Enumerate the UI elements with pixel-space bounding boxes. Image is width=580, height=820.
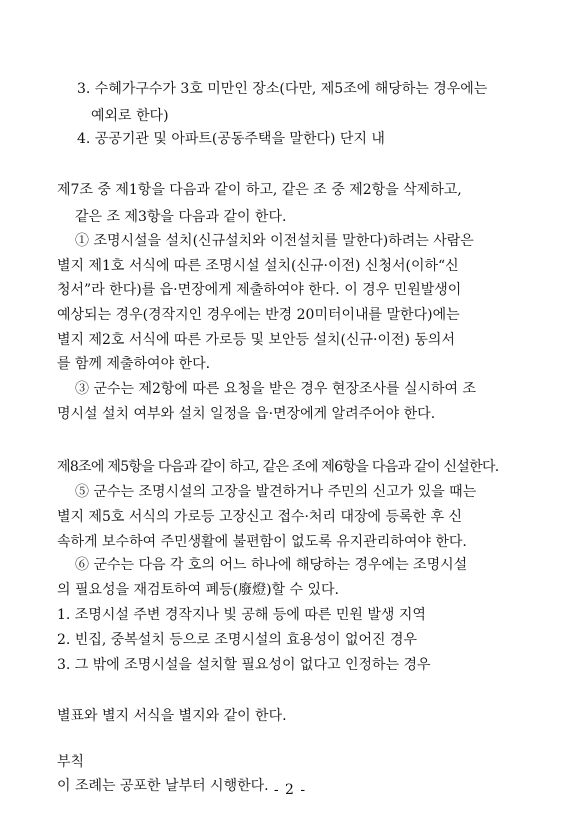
article-7-amendment-continued: 같은 조 제3항을 다음과 같이 한다. [75,209,287,225]
article-7-clause-3: ③ 군수는 제2항에 따른 요청을 받은 경우 현장조사를 실시하여 조 [75,381,477,397]
article-7-clause-1: ① 조명시설을 설치(신규설치와 이전설치를 말한다)하려는 사람은 [75,233,474,249]
page-number: - 2 - [273,782,307,798]
list-item-3-continued: 예외로 한다) [91,108,169,124]
article-8-clause-5-line-3: 속하게 보수하여 주민생활에 불편함이 없도록 유지관리하여야 한다. [57,534,467,550]
article-7-clause-3-line-2: 명시설 설치 여부와 설치 일정을 읍·면장에게 알려주어야 한다. [57,406,436,422]
enforcement-date: 이 조례는 공포한 날부터 시행한다. [57,778,269,794]
article-7-amendment: 제7조 중 제1항을 다음과 같이 하고, 같은 조 중 제2항을 삭제하고, [57,182,462,198]
article-7-clause-1-line-2: 별지 제1호 서식에 따른 조명시설 설치(신규·이전) 신청서(이하“신 [57,258,459,274]
article-8-amendment: 제8조에 제5항을 다음과 같이 하고, 같은 조에 제6항을 다음과 같이 신설한다. [57,459,499,475]
article-7-clause-1-line-5: 별지 제2호 서식에 따른 가로등 및 보안등 설치(신규·이전) 동의서 [57,332,455,348]
article-7-clause-1-line-6: 를 함께 제출하여야 한다. [57,356,211,372]
list-item-4: 4. 공공기관 및 아파트(공동주택을 말한다) 단지 내 [77,131,385,147]
article-8-clause-6: ⑥ 군수는 다음 각 호의 어느 하나에 해당하는 경우에는 조명시설 [75,557,468,573]
supplementary-provisions-heading: 부칙 [57,754,85,770]
article-8-item-1: 1. 조명시설 주변 경작지나 빛 공해 등에 따른 민원 발생 지역 [57,607,426,623]
article-8-clause-5: ⑤ 군수는 조명시설의 고장을 발견하거나 주민의 신고가 있을 때는 [75,484,477,500]
article-8-clause-5-line-2: 별지 제5호 서식의 가로등 고장신고 접수·처리 대장에 등록한 후 신 [57,509,463,525]
article-7-clause-1-line-4: 예상되는 경우(경작지인 경우에는 반경 20미터이내를 말한다)에는 [57,307,460,323]
list-item-3: 3. 수혜가구수가 3호 미만인 장소(다만, 제5조에 해당하는 경우에는 [77,81,488,97]
article-8-item-3: 3. 그 밖에 조명시설을 설치할 필요성이 없다고 인정하는 경우 [57,657,431,673]
article-8-clause-6-line-2: 의 필요성을 재검토하여 폐등(廢燈)할 수 있다. [57,582,340,598]
article-8-item-2: 2. 빈집, 중복설치 등으로 조명시설의 효용성이 없어진 경우 [57,632,418,648]
annex-form-amendment: 별표와 별지 서식을 별지와 같이 한다. [57,708,287,724]
article-7-clause-1-line-3: 청서”라 한다)를 읍·면장에게 제출하여야 한다. 이 경우 민원발생이 [57,282,462,298]
